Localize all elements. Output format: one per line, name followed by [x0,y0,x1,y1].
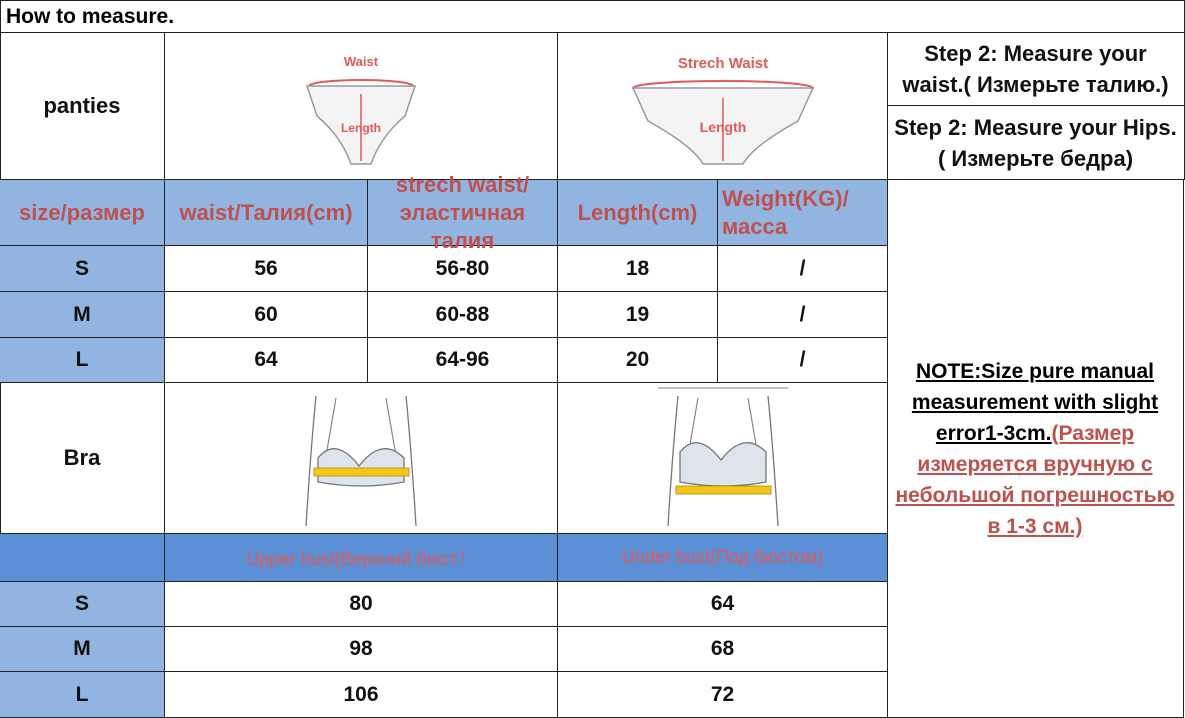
table-cell: 106 [165,672,558,718]
table-cell: 60-88 [368,292,558,338]
table-cell: 56 [165,246,368,292]
table-cell: 72 [558,672,888,718]
note-english: NOTE:Size pure manual measurement with slight error1-3cm. [911,359,1159,445]
header-length: Length(cm) [558,180,718,246]
waist-diagram-label: Waist [343,54,379,69]
table-row-size: S [0,246,165,292]
table-row-size: M [0,627,165,672]
header-strech-waist: strech waist/эластичная талия [368,180,558,246]
bra-upper-image [165,383,558,534]
header-size: size/размер [0,180,165,246]
panties-strech-icon [603,36,843,176]
panties-strech-image [558,33,888,180]
table-row-size: L [0,672,165,718]
step-waist-text: Step 2: Measure your waist.( Измерьте талию.) [887,33,1185,106]
table-cell: / [718,338,888,383]
bra-header-upper: Upper bust(Верхний бюст） [165,534,558,582]
bra-upper-icon [296,386,426,531]
table-cell: / [718,246,888,292]
bra-label: Bra [0,383,165,534]
bra-header-empty [0,534,165,582]
table-cell: 68 [558,627,888,672]
bra-header-under: Under bust(Под бюстом) [558,534,888,582]
table-cell: 98 [165,627,558,672]
table-cell: / [718,292,888,338]
strech-length-diagram-label: Length [699,119,746,135]
table-cell: 80 [165,582,558,627]
page-title: How to measure. [0,0,1185,33]
header-waist: waist/Талия(cm) [165,180,368,246]
strech-waist-diagram-label: Strech Waist [677,55,768,72]
bra-under-icon [658,386,788,531]
note-text [887,180,1184,718]
panties-waist-icon [261,36,461,176]
panties-waist-image [165,33,558,180]
note-russian: (Размер измеряется вручную с небольшой погрешностью в 1-3 см.) [895,421,1175,538]
table-cell: 64 [165,338,368,383]
length-diagram-label: Length [341,121,381,135]
step-hips-text: Step 2: Measure your Hips.( Измерьте бедра) [887,106,1185,180]
table-cell: 56-80 [368,246,558,292]
table-cell: 60 [165,292,368,338]
table-row-size: L [0,338,165,383]
table-row-size: M [0,292,165,338]
panties-label: panties [0,33,165,180]
table-cell: 64 [558,582,888,627]
bra-under-image [558,383,888,534]
table-row-size: S [0,582,165,627]
table-cell: 20 [558,338,718,383]
header-weight: Weight(KG)/масса [718,180,888,246]
table-cell: 64-96 [368,338,558,383]
table-cell: 18 [558,246,718,292]
table-cell: 19 [558,292,718,338]
